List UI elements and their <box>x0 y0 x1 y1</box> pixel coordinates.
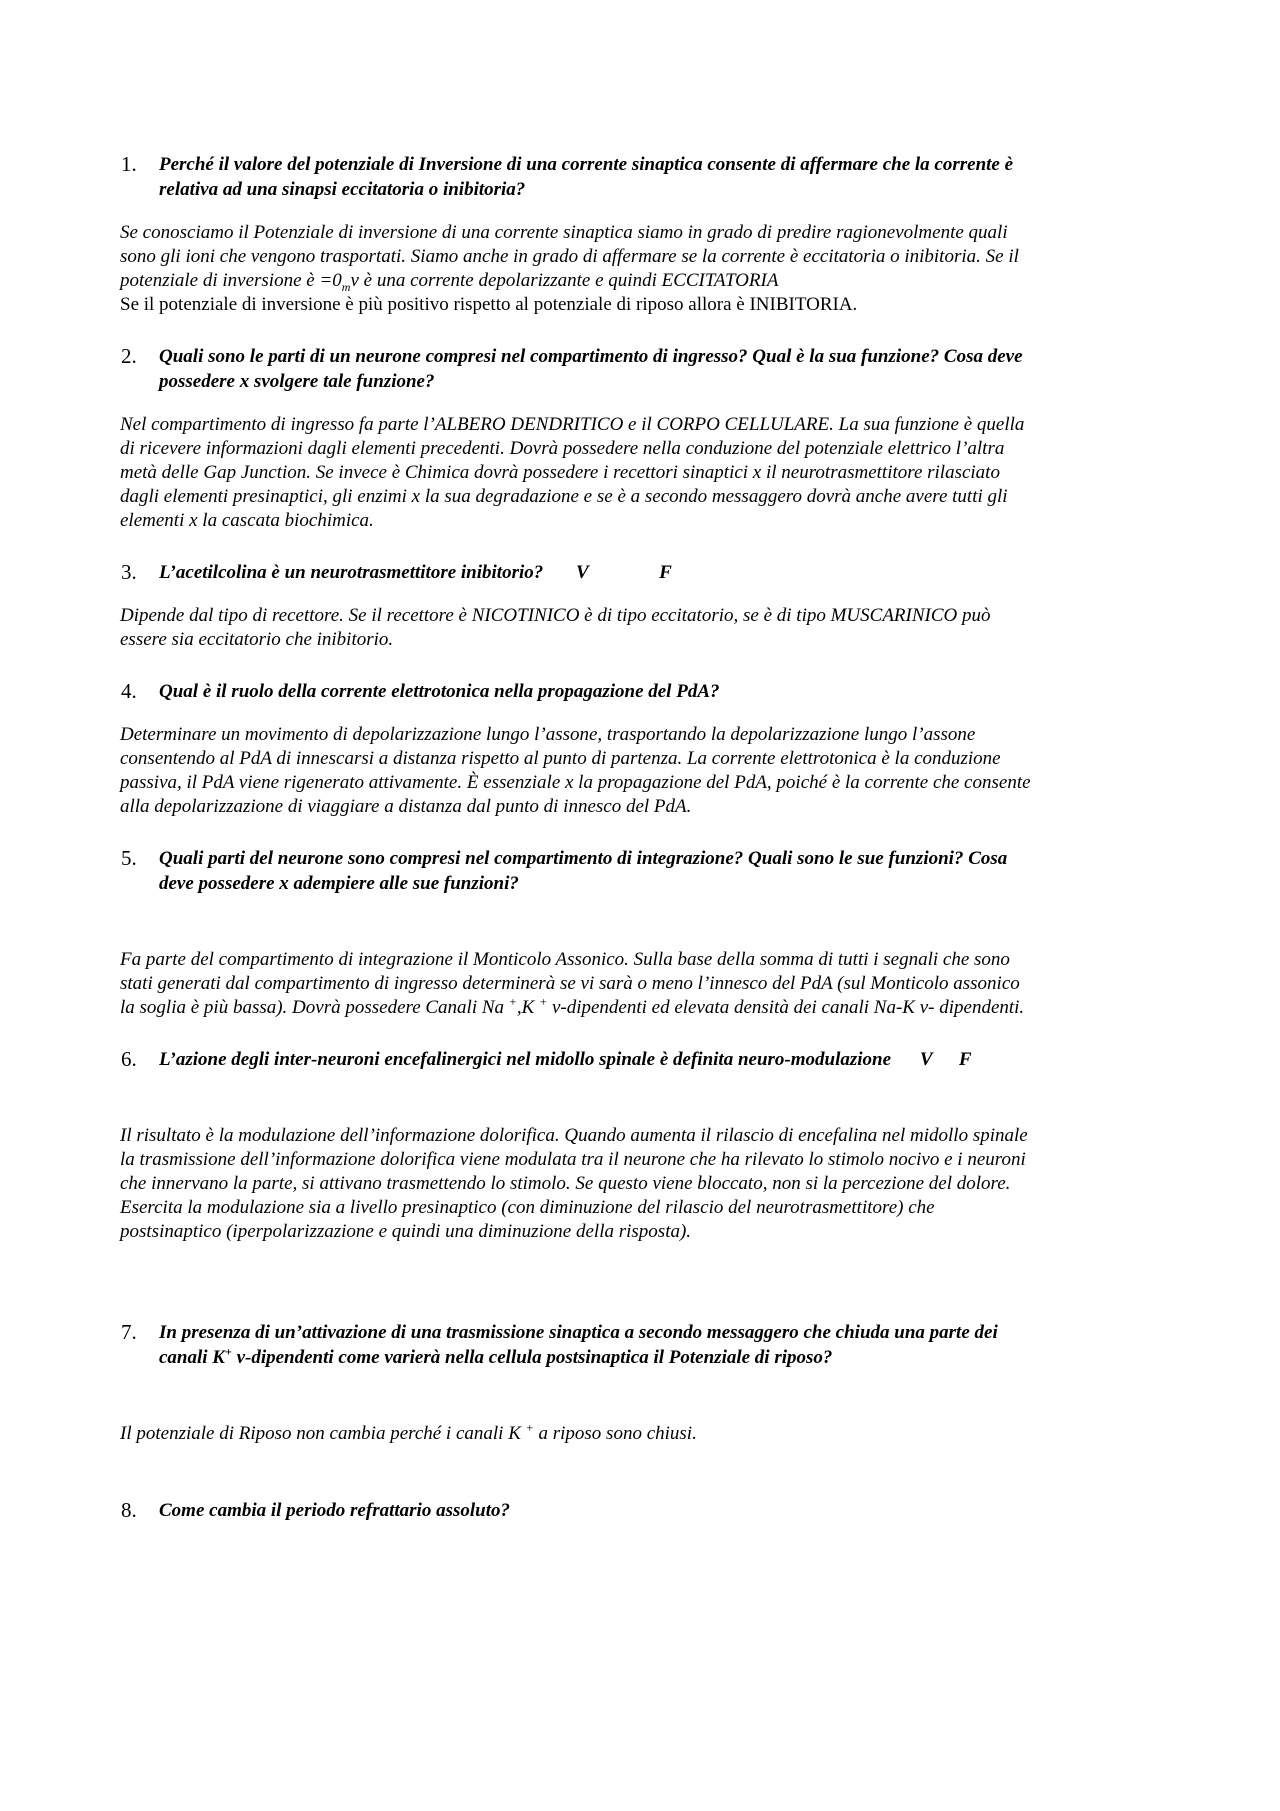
document-page <box>120 152 1160 1523</box>
option-f: F <box>659 562 672 583</box>
question-2 <box>120 344 1160 394</box>
question-text: Come cambia il periodo refrattario assoluto? <box>159 1500 510 1521</box>
question-4 <box>120 679 1160 704</box>
option-v: V <box>919 1049 933 1070</box>
question-3 <box>120 560 1160 585</box>
question-number: 7. <box>121 1320 137 1344</box>
question-7 <box>120 1320 1160 1370</box>
question-number: 1. <box>121 152 137 176</box>
answer-5: Fa parte del compartimento di integrazione il Monticolo Assonico. Sulla base della somma di tutti i segnali che sono stati generati dal compartimento di ingresso determinerà se vi sarà o meno l’innesco del PdA (sul Monticolo assonico la soglia è più bassa). Dovrà possedere Canali Na +,K + v-dipendenti ed elevata densità dei canali Na-K v- dipendenti. <box>120 949 1025 1018</box>
question-5 <box>120 846 1160 896</box>
question-1 <box>120 152 1160 202</box>
answer-7: Il potenziale di Riposo non cambia perché i canali K + a riposo sono chiusi. <box>120 1420 697 1444</box>
question-text: In presenza di un’attivazione di una trasmissione sinaptica a secondo messaggero che chiuda una parte dei canali K+ v-dipendenti come varierà nella cellula postsinaptica il Potenziale di riposo? <box>159 1322 998 1368</box>
question-text: Quali parti del neurone sono compresi nel compartimento di integrazione? Quali sono le sue funzioni? Cosa deve possedere x adempiere alle sue funzioni? <box>159 848 1008 894</box>
answer-4: Determinare un movimento di depolarizzazione lungo l’assone, trasportando la depolarizzazione lungo l’assone consentendo al PdA di innescarsi a distanza rispetto al punto di partenza. La corrente elettrotonica è la conduzione passiva, il PdA viene rigenerato attivamente. È essenziale x la propagazione del PdA, poiché è la corrente che consente alla depolarizzazione di viaggiare a distanza dal punto di innesco del PdA. <box>120 724 1031 817</box>
question-text: L’acetilcolina è un neurotrasmettitore inibitorio? V F <box>159 562 672 583</box>
option-f: F <box>958 1049 972 1070</box>
question-text: Qual è il ruolo della corrente elettrotonica nella propagazione del PdA? <box>159 681 720 702</box>
question-number: 5. <box>121 846 137 870</box>
question-number: 2. <box>121 344 137 368</box>
question-text: Quali sono le parti di un neurone compresi nel compartimento di ingresso? Qual è la sua funzione? Cosa deve possedere x svolgere tale funzione? <box>159 346 1023 392</box>
question-8 <box>120 1498 1160 1523</box>
option-v: V <box>576 562 589 583</box>
question-number: 8. <box>121 1498 137 1522</box>
answer-6: Il risultato è la modulazione dell’informazione dolorifica. Quando aumenta il rilascio di encefalina nel midollo spinale la trasmissione dell’informazione dolorifica viene modulata tra il neurone che ha rilevato lo stimolo nocivo e i neuroni che innervano la parte, si attivano trasmettendo lo stimolo. Se questo viene bloccato, non si la percezione del dolore. Esercita la modulazione sia a livello presinaptico (con diminuzione del rilascio del neurotrasmettitore) che postsinaptico (iperpolarizzazione e quindi una diminuzione della risposta). <box>120 1125 1028 1242</box>
answer-3: Dipende dal tipo di recettore. Se il recettore è NICOTINICO è di tipo eccitatorio, se è di tipo MUSCARINICO può essere sia eccitatorio che inibitorio. <box>120 605 991 650</box>
question-6 <box>120 1047 1160 1072</box>
question-text: Perché il valore del potenziale di Inversione di una corrente sinaptica consente di affermare che la corrente è relativa ad una sinapsi eccitatoria o inibitoria? <box>159 154 1014 200</box>
answer-1: Se conosciamo il Potenziale di inversione di una corrente sinaptica siamo in grado di predire ragionevolmente quali sono gli ioni che vengono trasportati. Siamo anche in grado di affermare se la corrente è eccitatoria o inibitoria. Se il potenziale di inversione è $=0_mv$ è una corrente depolarizzante e quindi ECCITATORIA Se il potenziale di inversione è più positivo rispetto al potenziale di riposo allora è INIBITORIA. <box>120 222 1019 315</box>
answer-2: Nel compartimento di ingresso fa parte l’ALBERO DENDRITICO e il CORPO CELLULARE. La sua funzione è quella di ricevere informazioni dagli elementi precedenti. Dovrà possedere nella conduzione del potenziale elettrico l’altra metà delle Gap Junction. Se invece è Chimica dovrà possedere i recettori sinaptici x il neurotrasmettitore rilasciato dagli elementi presinaptici, gli enzimi x la sua degradazione e se è a secondo messaggero dovrà anche avere tutti gli elementi x la cascata biochimica. <box>120 414 1025 531</box>
question-number: 6. <box>121 1047 137 1071</box>
question-number: 3. <box>121 560 137 584</box>
question-text: L’azione degli inter-neuroni encefalinergici nel midollo spinale è definita neuro-modulazione V F <box>159 1049 972 1070</box>
question-number: 4. <box>121 679 137 703</box>
